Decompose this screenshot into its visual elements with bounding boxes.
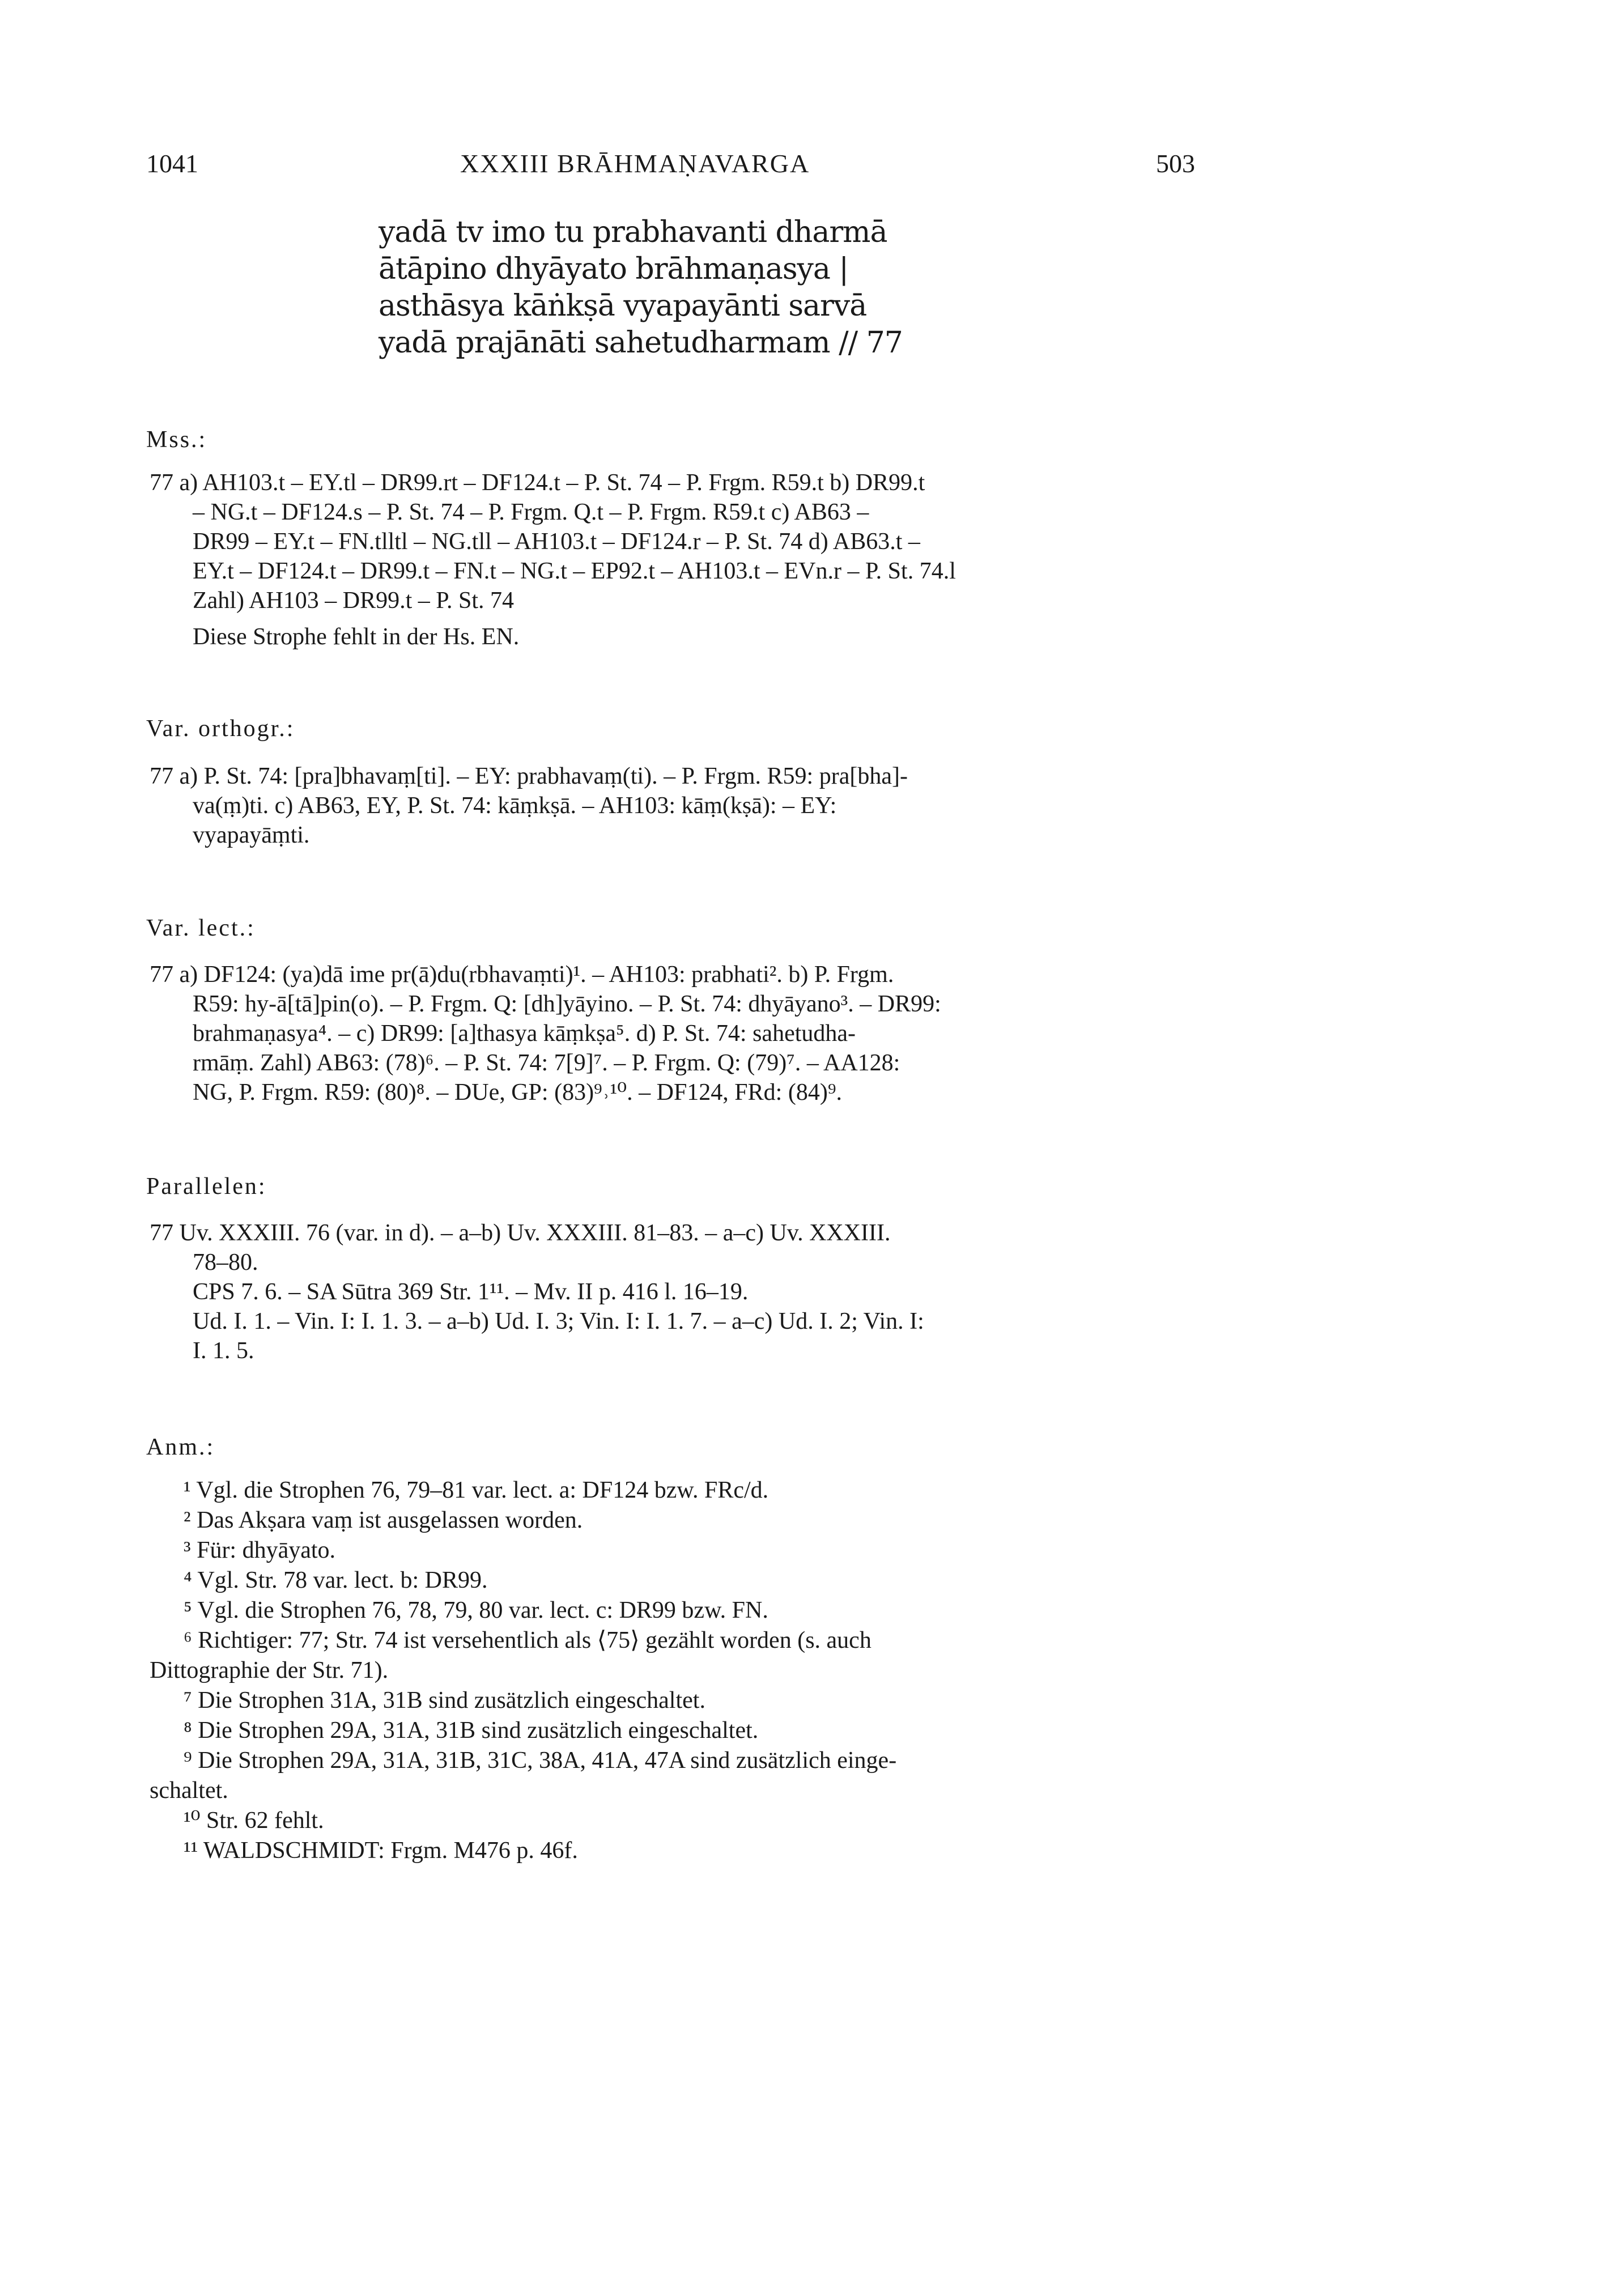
footnote: ² Das Akṣara vaṃ ist ausgelassen worden. (184, 1507, 583, 1533)
verse-line: ātāpino dhyāyato brāhmaṇasya | (379, 252, 848, 286)
footnote: ⁵ Vgl. die Strophen 76, 78, 79, 80 var. lect. c: DR99 bzw. FN. (184, 1597, 768, 1623)
orthogr-line: vyapayāṃti. (193, 822, 310, 848)
orthogr-line: va(ṃ)ti. c) AB63, EY, P. St. 74: kāṃkṣā. – AH103: kāṃ(kṣā): – EY: (193, 793, 837, 819)
section-heading-anm: Anm.: (146, 1434, 215, 1460)
section-heading-mss: Mss.: (146, 427, 207, 453)
verse-line: yadā tv imo tu prabhavanti dharmā (379, 215, 887, 249)
lect-line: brahmaṇasya⁴. – c) DR99: [a]thasya kāṃkṣa⁵. d) P. St. 74: sahetudha- (193, 1021, 856, 1047)
parallelen-line: 78–80. (193, 1249, 258, 1275)
section-heading-orthogr: Var. orthogr.: (146, 716, 295, 742)
footnote-continuation: schaltet. (150, 1778, 228, 1804)
section-heading-lect: Var. lect.: (146, 915, 256, 941)
parallelen-line: I. 1. 5. (193, 1338, 254, 1364)
mss-line: Zahl) AH103 – DR99.t – P. St. 74 (193, 588, 515, 614)
footnote: ¹¹ WALDSCHMIDT: Frgm. M476 p. 46f. (184, 1838, 578, 1864)
mss-line: – NG.t – DF124.s – P. St. 74 – P. Frgm. Q.t – P. Frgm. R59.t c) AB63 – (193, 499, 869, 525)
lect-entry (150, 960, 1192, 1107)
mss-entry (150, 468, 1192, 652)
mss-line: DR99 – EY.t – FN.tlltl – NG.tll – AH103.t – DF124.r – P. St. 74 d) AB63.t – (193, 529, 920, 555)
orthogr-line: 77 a) P. St. 74: [pra]bhavaṃ[ti]. – EY: prabhavaṃ(ti). – P. Frgm. R59: pra[bha]- (150, 763, 908, 789)
lect-line: R59: hy‑ā[tā]pin(o). – P. Frgm. Q: [dh]yāyino. – P. St. 74: dhyāyano³. – DR99: (193, 991, 941, 1017)
page-number-left: 1041 (146, 149, 198, 178)
verse-line: asthāsya kāṅkṣā vyapayānti sarvā (379, 289, 867, 323)
parallelen-line: Ud. I. 1. – Vin. I: I. 1. 3. – a–b) Ud. I. 3; Vin. I: I. 1. 7. – a–c) Ud. I. 2; Vin. I: (193, 1308, 924, 1334)
footnote-continuation: Dittographie der Str. 71). (150, 1657, 389, 1683)
lect-line: 77 a) DF124: (ya)dā ime pr(ā)du(rbhavaṃti)¹. – AH103: prabhati². b) P. Frgm. (150, 962, 894, 988)
mss-line: Diese Strophe fehlt in der Hs. EN. (193, 624, 520, 650)
footnote: ¹ Vgl. die Strophen 76, 79–81 var. lect. a: DF124 bzw. FRc/d. (184, 1477, 769, 1503)
footnotes (150, 1476, 1192, 1866)
lect-line: NG, P. Frgm. R59: (80)⁸. – DUe, GP: (83)⁹˒¹⁰. – DF124, FRd: (84)⁹. (193, 1079, 842, 1106)
footnote: ⁹ Die Strophen 29A, 31A, 31B, 31C, 38A, 41A, 47A sind zusätzlich einge- (184, 1747, 897, 1774)
parallelen-entry (150, 1218, 1192, 1366)
footnote: ⁶ Richtiger: 77; Str. 74 ist versehentlich als ⟨75⟩ gezählt worden (s. auch (184, 1627, 871, 1653)
mss-line: 77 a) AH103.t – EY.tl – DR99.rt – DF124.t – P. St. 74 – P. Frgm. R59.t b) DR99.t (150, 470, 925, 496)
footnote: ³ Für: dhyāyato. (184, 1537, 336, 1563)
footnote: ⁴ Vgl. Str. 78 var. lect. b: DR99. (184, 1567, 488, 1593)
mss-line: EY.t – DF124.t – DR99.t – FN.t – NG.t – EP92.t – AH103.t – EVn.r – P. St. 74.l (193, 558, 956, 584)
page-number-right: 503 (1156, 149, 1195, 178)
parallelen-line: CPS 7. 6. – SA Sūtra 369 Str. 1¹¹. – Mv. II p. 416 l. 16–19. (193, 1279, 749, 1305)
verse-block (379, 214, 903, 362)
footnote: ⁸ Die Strophen 29A, 31A, 31B sind zusätzlich eingeschaltet. (184, 1717, 759, 1744)
section-heading-parallelen: Parallelen: (146, 1173, 267, 1200)
lect-line: rmāṃ. Zahl) AB63: (78)⁶. – P. St. 74: 7[9]⁷. – P. Frgm. Q: (79)⁷. – AA128: (193, 1050, 900, 1076)
parallelen-line: 77 Uv. XXXIII. 76 (var. in d). – a–b) Uv. XXXIII. 81–83. – a–c) Uv. XXXIII. (150, 1220, 891, 1246)
verse-line: yadā prajānāti sahetudharmam // 77 (379, 326, 903, 360)
footnote: ¹⁰ Str. 62 fehlt. (184, 1808, 324, 1834)
footnote: ⁷ Die Strophen 31A, 31B sind zusätzlich eingeschaltet. (184, 1687, 705, 1714)
running-title: XXXIII BRĀHMAṆAVARGA (460, 149, 810, 178)
orthogr-entry (150, 762, 1192, 850)
